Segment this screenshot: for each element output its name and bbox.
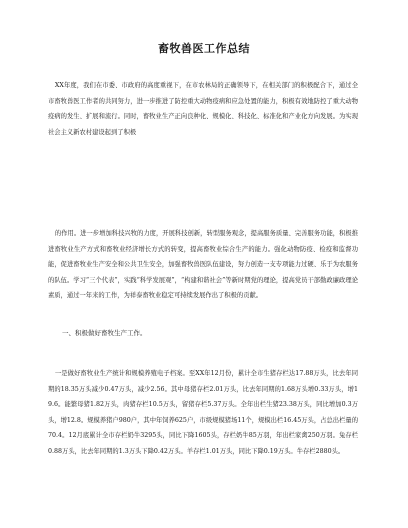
section-heading: 一、积极做好畜牧生产工作。	[62, 329, 147, 337]
paragraph-livestock-stats: 一是做好畜牧业生产统计和规模养殖电子档案。至XX年12月份，累计全市生猪存栏达17.88万头，比去年同期的18.35万头减少0.47万头，减少2.56。其中母猪存栏2.01万头，比去年同期的1.68万头增0.33万头，增19.6。能繁母猪1.82万头，肉猪存栏10.5万头，留猪存栏5.37万头。全年出栏生猪23.38万头，同比增加0.3万头，增12.8。规模养猪户980户，其中年饲养625户，市级规模猪场11个，规模出栏16.45万头，占总出栏量的70.4。12月底累计全市存栏奶牛3295头，同比下降1605头，存栏奶牛85万羽，年出栏家禽250万羽。兔存栏0.88万头，比去年同期的1.3万头下降0.42万头。羊存栏1.01万头，同比下降0.19万头。牛存栏2880头。	[48, 370, 358, 455]
document-title: 畜牧兽医工作总结	[158, 42, 250, 55]
paragraph-summary: 的作用。进一步增加科技兴牧的力度，开展科技创新，转型服务观念，提高服务质量、完善服务功能，积极推进畜牧业生产方式和畜牧业经济增长方式的转变，提高畜牧业综合生产的能力。强化动物防疫、检疫和监督功能，促进畜牧业生产安全和公共卫生安全，加强畜牧兽医队伍建设，努力创造一支专项能力过硬、乐于为农服务的队伍。学习“三个代表”，实践“科学发展观”，“构建和谐社会”等新时期党的理论，提高党员干部勤政廉政理论素质，通过一年来的工作，为祥泰畜牧业稳定可持续发展作出了积极的贡献。	[48, 230, 358, 300]
paragraph-intro: XX年度，我们在市委、市政府的高度重视下，在市农林局的正确领导下，在相关部门的积极配合下，通过全市畜牧兽医工作者的共同努力，进一步推进了防控重大动物疫病和应急处置的能力，积极有效地防控了重大动物疫病的发生、扩展和流行。同时，畜牧业生产正向良种化、规模化、科技化、标准化和产业化方向发展。为实现社会主义新农村建设起到了积极	[48, 82, 358, 136]
